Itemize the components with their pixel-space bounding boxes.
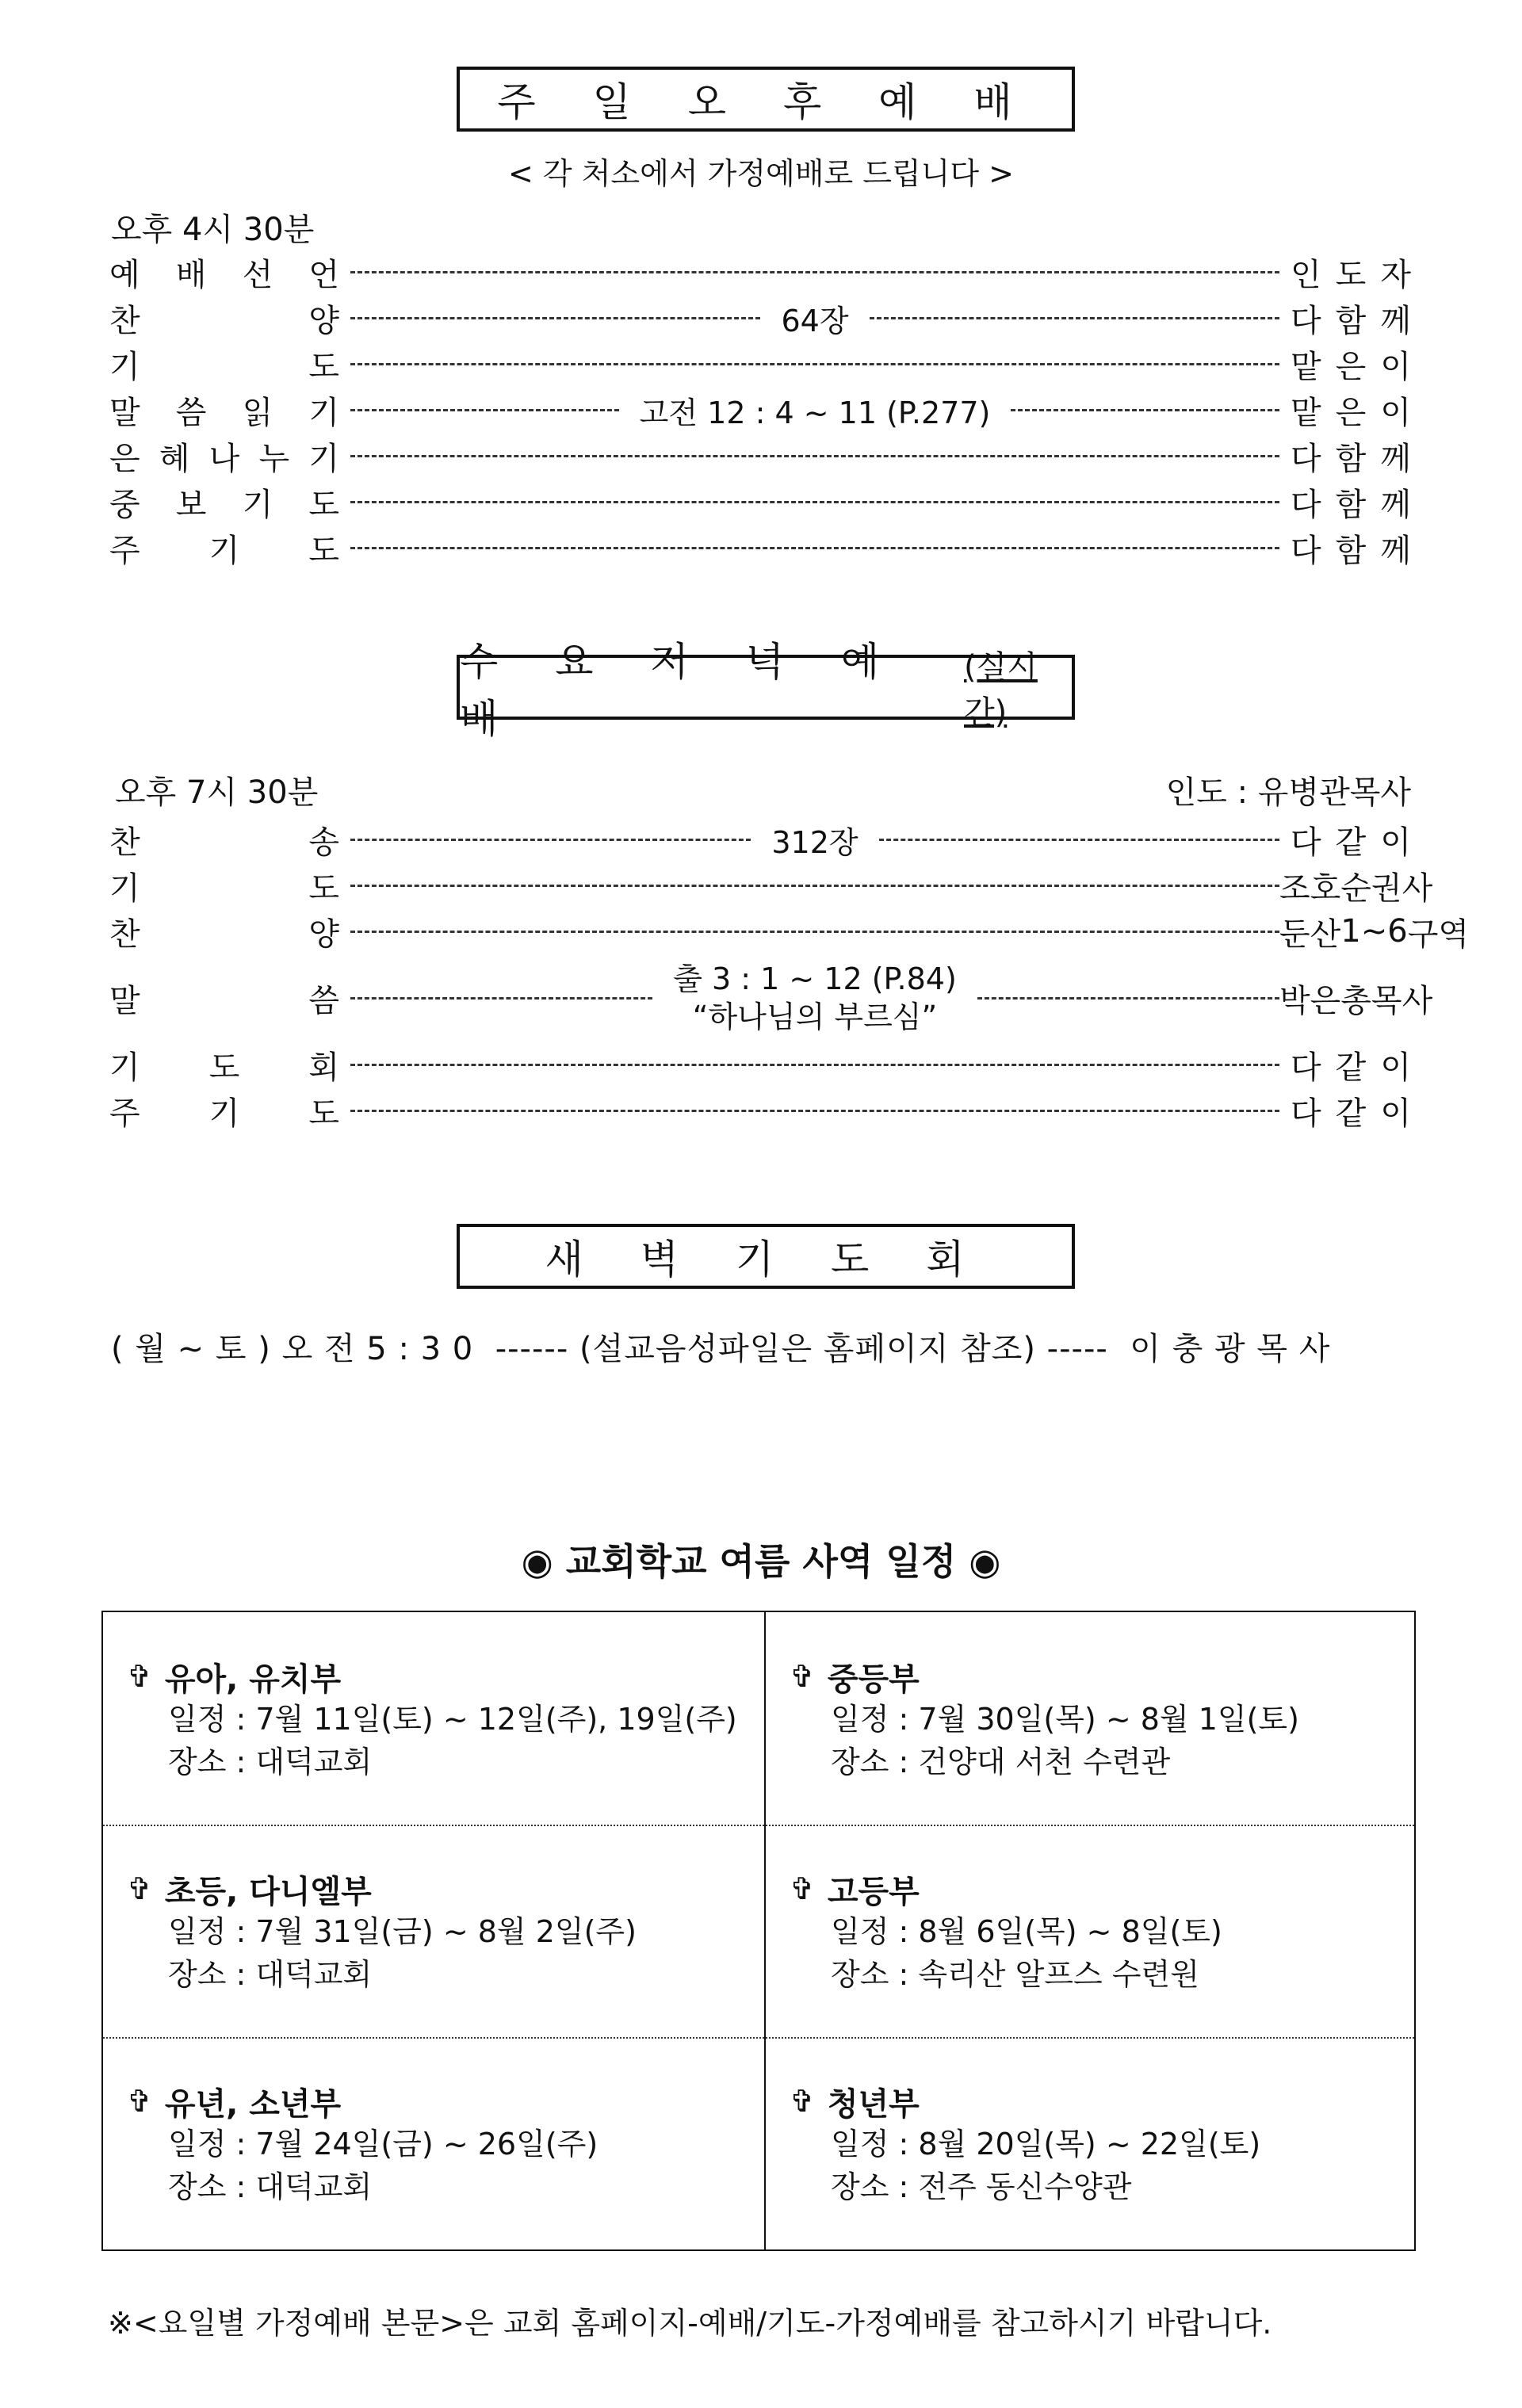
sunday-row-person: 인 도 자 [1291, 256, 1411, 293]
school-cell [790, 1655, 1299, 1783]
table-row-divider [103, 1825, 1414, 1826]
table-row-divider [103, 2037, 1414, 2039]
sunday-row [109, 341, 1411, 387]
school-dept-schedule: 일정 : 7월 11일(토) ~ 12일(주), 19일(주) [168, 1702, 737, 1737]
sunday-row-person: 다 함 께 [1291, 302, 1411, 339]
cross-icon: ✞ [127, 1871, 152, 1906]
sunday-row-person: 맡 은 이 [1291, 348, 1411, 385]
school-dept-schedule: 일정 : 7월 24일(금) ~ 26일(주) [168, 2127, 598, 2161]
wednesday-row [109, 862, 1433, 908]
sunday-row [109, 387, 1411, 433]
wednesday-row-label: 말 씀 [109, 982, 339, 1019]
sunday-row-person: 다 함 께 [1291, 440, 1411, 477]
school-dept-place: 장소 : 대덕교회 [168, 1745, 373, 1779]
table-vertical-divider [764, 1612, 766, 2249]
sunday-row-leader [350, 479, 1279, 525]
sunday-row-label: 예 배 선 언 [109, 256, 339, 293]
cross-icon: ✞ [790, 1871, 815, 1906]
school-cell [127, 1655, 737, 1783]
wednesday-row-leader [350, 816, 1279, 862]
sunday-row-person: 다 함 께 [1291, 532, 1411, 569]
sunday-title: 주 일 오 후 예 배 [497, 79, 1034, 125]
sunday-row-label: 중 보 기 도 [109, 486, 339, 523]
school-cell [127, 2080, 598, 2208]
school-dept-name: 유아, 유치부 [164, 1661, 342, 1698]
school-cell [790, 1867, 1222, 1996]
sunday-row-leader [350, 295, 1279, 341]
wednesday-row [109, 1042, 1411, 1087]
sunday-row [109, 479, 1411, 525]
sunday-time: 오후 4시 30분 [111, 212, 315, 248]
wednesday-row-leader [350, 908, 1279, 954]
school-dept-place: 장소 : 대덕교회 [168, 2169, 373, 2204]
dawn-title: 새 벽 기 도 회 [545, 1236, 987, 1282]
school-dept-schedule: 일정 : 8월 20일(목) ~ 22일(토) [831, 2127, 1261, 2161]
school-dept-name: 청년부 [827, 2085, 920, 2123]
school-dept-name: 중등부 [827, 1661, 920, 1698]
school-dept-place: 장소 : 건양대 서천 수련관 [831, 1745, 1171, 1779]
wednesday-row-leader [350, 1042, 1279, 1087]
wednesday-row-person: 둔 산 1 ~ 6 구 역 [1279, 913, 1469, 953]
school-cell [127, 1867, 637, 1996]
school-dept-place: 장소 : 속리산 알프스 수련원 [831, 1957, 1199, 1992]
sunday-row-leader [350, 249, 1279, 295]
school-dept-schedule: 일정 : 8월 6일(목) ~ 8일(토) [831, 1914, 1222, 1949]
wednesday-title-note: (실시간) [964, 649, 1038, 731]
wednesday-row-label: 주 기 도 [109, 1095, 339, 1132]
school-dept-place: 장소 : 전주 동신수양관 [831, 2169, 1132, 2204]
wednesday-row-detail [652, 960, 977, 1036]
wednesday-row [109, 954, 1433, 1042]
wednesday-row-detail: 312장 [771, 824, 859, 860]
cross-icon: ✞ [127, 2084, 152, 2119]
sunday-subtitle: < 각 처소에서 가정예배로 드립니다 > [508, 156, 1014, 191]
sunday-title-box [457, 67, 1075, 132]
cross-icon: ✞ [790, 1659, 815, 1694]
wednesday-row-person: 다 같 이 [1291, 824, 1411, 861]
sunday-row-detail: 고전 12 : 4 ~ 11 (P.277) [639, 395, 991, 430]
wednesday-row-person: 박 은 총 목 사 [1279, 982, 1433, 1019]
sunday-row-person: 다 함 께 [1291, 486, 1411, 523]
wednesday-row-leader [350, 954, 1279, 1042]
dawn-title-box [457, 1224, 1075, 1289]
cross-icon: ✞ [127, 1659, 152, 1694]
sunday-row-label: 찬 양 [109, 302, 339, 339]
sunday-row [109, 295, 1411, 341]
wednesday-time: 오후 7시 30분 [115, 774, 319, 811]
school-dept-schedule: 일정 : 7월 30일(목) ~ 8월 1일(토) [831, 1702, 1299, 1737]
school-dept-name: 유년, 소년부 [164, 2085, 342, 2123]
wednesday-row-label: 기 도 [109, 870, 339, 907]
school-dept-place: 장소 : 대덕교회 [168, 1957, 373, 1992]
footer-note: ※<요일별 가정예배 본문>은 교회 홈페이지-예배/기도-가정예배를 참고하시기 바랍니다. [108, 2306, 1272, 2341]
school-dept-name: 고등부 [827, 1873, 920, 1910]
sunday-row-person: 맡 은 이 [1291, 394, 1411, 431]
wednesday-row [109, 1087, 1411, 1133]
wednesday-row [109, 816, 1411, 862]
sunday-row-label: 은 혜 나 누 기 [109, 440, 339, 477]
sunday-row [109, 433, 1411, 479]
sunday-row-leader [350, 433, 1279, 479]
wednesday-row-person: 다 같 이 [1291, 1095, 1411, 1132]
wednesday-title-box [457, 639, 1075, 742]
school-title: ◉ 교회학교 여름 사역 일정 ◉ [521, 1540, 1001, 1583]
wednesday-row-sermon-title: “하나님의 부르심” [692, 1000, 938, 1034]
sunday-row-label: 주 기 도 [109, 532, 339, 569]
wednesday-row-label: 기 도 회 [109, 1049, 339, 1086]
school-cell [790, 2080, 1260, 2208]
sunday-row-label: 기 도 [109, 348, 339, 385]
sunday-row-label: 말 씀 읽 기 [109, 394, 339, 431]
wednesday-row-leader [350, 1087, 1279, 1133]
wednesday-row-label: 찬 송 [109, 824, 339, 861]
sunday-row-detail: 64장 [781, 303, 849, 338]
wednesday-row-scripture: 출 3 : 1 ~ 12 (P.84) [673, 961, 957, 996]
sunday-row-leader [350, 387, 1279, 433]
sunday-row [109, 525, 1411, 571]
dawn-line: ( 월 ~ 토 ) 오 전 5 : 3 0 ------ (설교음성파일은 홈페이지 참조) ----- 이 충 광 목 사 [111, 1331, 1331, 1367]
school-dept-schedule: 일정 : 7월 31일(금) ~ 8월 2일(주) [168, 1914, 637, 1949]
wednesday-row [109, 908, 1469, 954]
sunday-row-leader [350, 341, 1279, 387]
sunday-row [109, 249, 1411, 295]
school-dept-name: 초등, 다니엘부 [164, 1873, 372, 1910]
wednesday-leader: 인도 : 유병관목사 [1165, 774, 1411, 811]
wednesday-row-label: 찬 양 [109, 915, 339, 953]
wednesday-title: 수 요 저 녁 예 배 [460, 639, 902, 742]
sunday-row-leader [350, 525, 1279, 571]
cross-icon: ✞ [790, 2084, 815, 2119]
wednesday-row-person: 다 같 이 [1291, 1049, 1411, 1086]
school-table [101, 1611, 1416, 2251]
wednesday-row-leader [350, 862, 1279, 908]
wednesday-row-person: 조 호 순 권 사 [1279, 870, 1433, 907]
